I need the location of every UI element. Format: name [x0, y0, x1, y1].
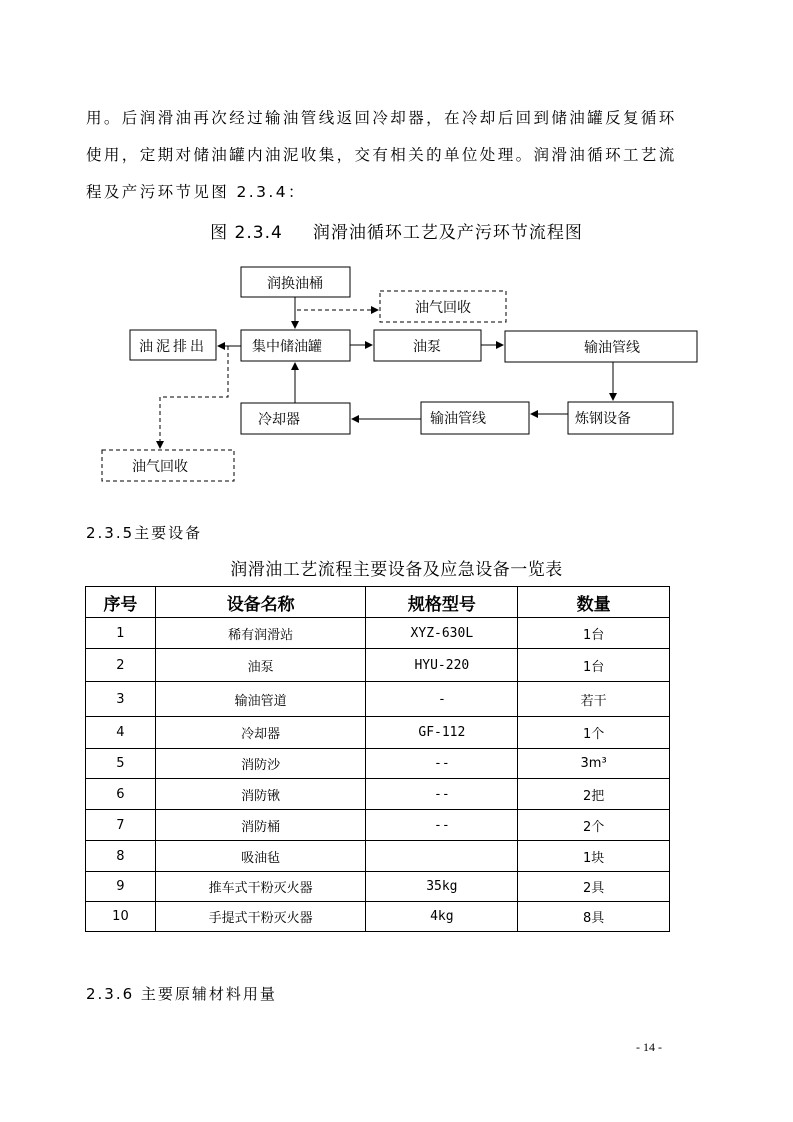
arrow-dashed-to-gas-recovery-bottom [160, 346, 228, 448]
node-label: 集中储油罐 [252, 339, 322, 355]
table-row [86, 618, 670, 649]
cell-name: 输油管道 [155, 682, 366, 717]
cell-spec: - [366, 682, 518, 717]
paragraph-line: 用。后润滑油再次经过输油管线返回冷却器，在冷却后回到储油罐反复循环 [86, 109, 677, 127]
cell-no: 10 [86, 902, 156, 932]
cell-name: 手提式干粉灭火器 [155, 902, 366, 932]
node-label: 油泥排出 [139, 339, 207, 355]
cell-no: 1 [86, 618, 156, 649]
cell-spec: 4kg [366, 902, 518, 932]
paragraph-line: 程及产污环节见图 2.3.4： [86, 183, 306, 201]
header-name: 设备名称 [155, 587, 366, 618]
cell-qty: 3m³ [518, 749, 670, 779]
node-cooler [241, 403, 350, 434]
cell-qty: 2把 [518, 779, 670, 810]
cell-qty: 1台 [518, 649, 670, 682]
table-row [86, 682, 670, 717]
node-oil-pump [374, 330, 481, 361]
node-label: 油气回收 [415, 300, 471, 316]
cell-no: 7 [86, 810, 156, 841]
cell-spec: -- [366, 779, 518, 810]
table-row [86, 749, 670, 779]
cell-qty: 1台 [518, 618, 670, 649]
node-label: 油气回收 [132, 459, 188, 475]
node-oil-gas-recovery-top [380, 291, 506, 322]
cell-spec: -- [366, 810, 518, 841]
table-row [86, 717, 670, 749]
figure-number: 图 2.3.4 [210, 223, 283, 243]
cell-qty: 若干 [518, 682, 670, 717]
cell-name: 油泵 [155, 649, 366, 682]
cell-qty: 1块 [518, 841, 670, 872]
node-label: 油泵 [413, 339, 441, 355]
table-row [86, 872, 670, 902]
cell-qty: 2具 [518, 872, 670, 902]
figure-caption [0, 218, 793, 243]
body-paragraph [86, 100, 726, 211]
cell-qty: 8具 [518, 902, 670, 932]
cell-no: 5 [86, 749, 156, 779]
cell-spec: GF-112 [366, 717, 518, 749]
cell-name: 消防锹 [155, 779, 366, 810]
paragraph-line: 使用，定期对储油罐内油泥收集，交有相关的单位处理。润滑油循环工艺流 [86, 146, 677, 164]
section-heading-2-3-6: 2.3.6 主要原辅材料用量 [86, 985, 277, 1003]
table-row [86, 649, 670, 682]
node-label: 炼钢设备 [575, 411, 631, 427]
header-no: 序号 [86, 587, 156, 618]
table-title: 润滑油工艺流程主要设备及应急设备一览表 [230, 560, 563, 580]
node-central-tank [241, 330, 350, 361]
node-label: 润换油桶 [267, 276, 323, 292]
cell-no: 8 [86, 841, 156, 872]
cell-spec [366, 841, 518, 872]
cell-no: 2 [86, 649, 156, 682]
table-row [86, 902, 670, 932]
node-sludge-discharge [130, 330, 216, 360]
figure-title: 润滑油循环工艺及产污环节流程图 [312, 223, 583, 243]
section-heading-2-3-5: 2.3.5主要设备 [86, 524, 203, 542]
table-row [86, 841, 670, 872]
cell-no: 6 [86, 779, 156, 810]
node-label: 输油管线 [584, 340, 640, 356]
cell-qty: 1个 [518, 717, 670, 749]
cell-spec: HYU-220 [366, 649, 518, 682]
cell-name: 稀有润滑站 [155, 618, 366, 649]
cell-no: 4 [86, 717, 156, 749]
header-spec: 规格型号 [366, 587, 518, 618]
cell-qty: 2个 [518, 810, 670, 841]
cell-name: 推车式干粉灭火器 [155, 872, 366, 902]
cell-name: 消防桶 [155, 810, 366, 841]
cell-name: 冷却器 [155, 717, 366, 749]
node-oil-gas-recovery-bottom [102, 450, 234, 481]
node-label: 输油管线 [430, 411, 486, 427]
node-pipeline-bottom [421, 402, 529, 434]
cell-name: 消防沙 [155, 749, 366, 779]
equipment-table [85, 586, 670, 932]
cell-spec: -- [366, 749, 518, 779]
node-lube-drum [241, 267, 350, 297]
cell-no: 3 [86, 682, 156, 717]
flowchart [0, 250, 793, 490]
header-qty: 数量 [518, 587, 670, 618]
cell-no: 9 [86, 872, 156, 902]
cell-name: 吸油毡 [155, 841, 366, 872]
node-steel-equipment [568, 402, 673, 434]
page-number: - 14 - [636, 1040, 662, 1054]
table-header-row [86, 587, 670, 618]
table-row [86, 779, 670, 810]
node-label: 冷却器 [258, 412, 300, 428]
table-row [86, 810, 670, 841]
node-pipeline-top [505, 331, 697, 362]
cell-spec: XYZ-630L [366, 618, 518, 649]
cell-spec: 35kg [366, 872, 518, 902]
